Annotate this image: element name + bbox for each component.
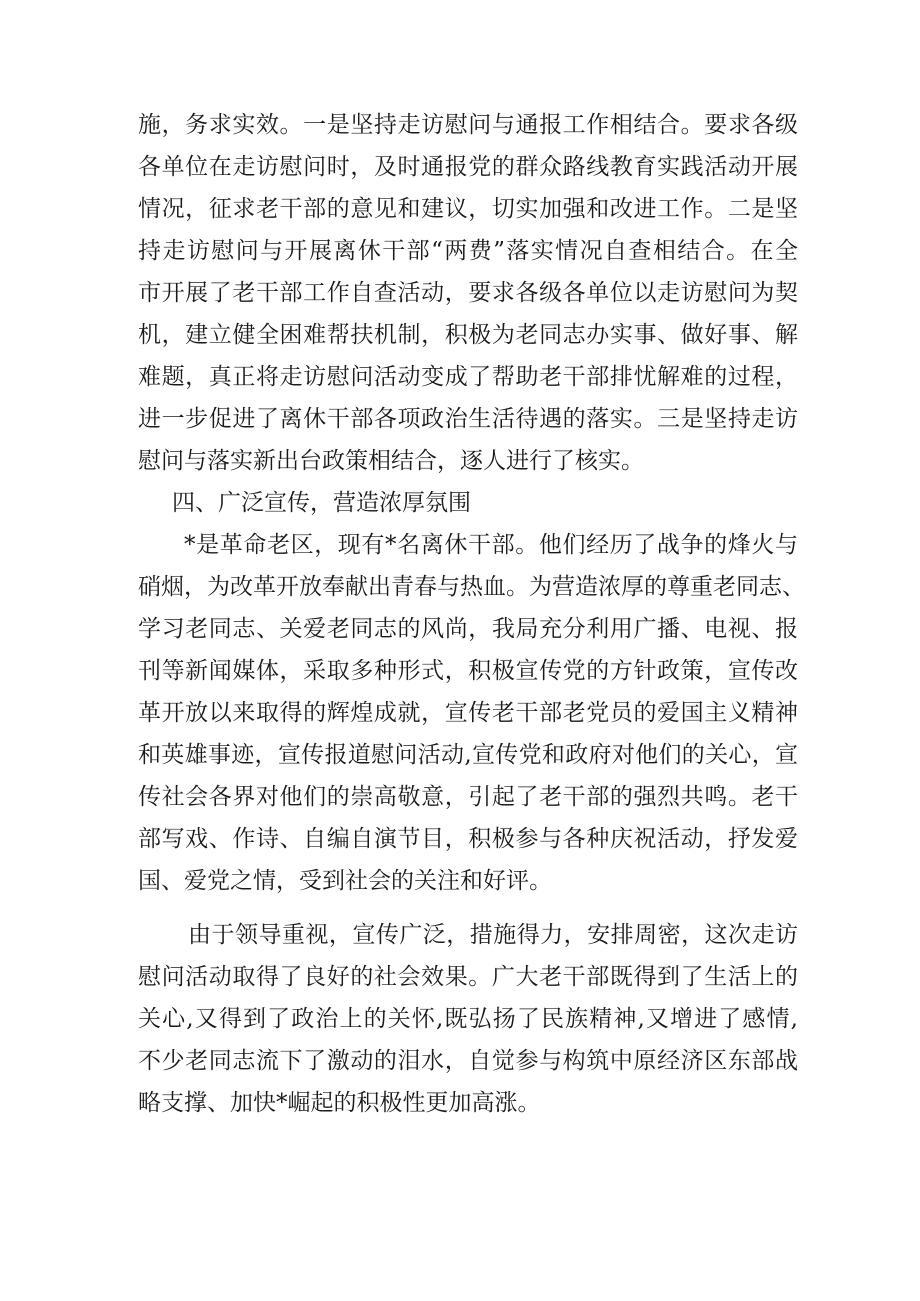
paragraph-line: 慰问活动取得了良好的社会效果。广大老干部既得到了生活上的 <box>138 964 798 990</box>
document-body <box>138 104 805 1124</box>
paragraph-line: 学习老同志、关爱老同志的风尚，我局充分利用广播、电视、报 <box>138 616 798 642</box>
paragraph-line: 和英雄事迹，宣传报道慰问活动,宣传党和政府对他们的关心，宣 <box>138 742 798 768</box>
paragraph-line: 各单位在走访慰问时，及时通报党的群众路线教育实践活动开展 <box>138 154 798 180</box>
paragraph-line: 革开放以来取得的辉煌成就，宣传老干部老党员的爱国主义精神 <box>138 700 798 726</box>
paragraph-line: 难题，真正将走访慰问活动变成了帮助老干部排忧解难的过程， <box>138 364 798 390</box>
paragraph-line: 进一步促进了离休干部各项政治生活待遇的落实。三是坚持走访 <box>138 406 798 432</box>
paragraph-3 <box>138 914 798 1124</box>
paragraph-line: 慰问与落实新出台政策相结合，逐人进行了核实。 <box>138 448 644 474</box>
paragraph-line: *是革命老区，现有*名离休干部。他们经历了战争的烽火与 <box>184 532 798 558</box>
paragraph-line: 不少老同志流下了激动的泪水，自觉参与构筑中原经济区东部战 <box>138 1048 798 1074</box>
paragraph-line: 情况，征求老干部的意见和建议，切实加强和改进工作。二是坚 <box>138 196 798 222</box>
paragraph-line: 部写戏、作诗、自编自演节目，积极参与各种庆祝活动，抒发爱 <box>138 826 798 852</box>
paragraph-line: 传社会各界对他们的崇高敬意，引起了老干部的强烈共鸣。老干 <box>138 784 798 810</box>
paragraph-spacer <box>138 902 798 914</box>
paragraph-line: 国、爱党之情，受到社会的关注和好评。 <box>138 868 552 894</box>
paragraph-line: 关心,又得到了政治上的关怀,既弘扬了民族精神,又增进了感情, <box>138 1006 798 1032</box>
paragraph-line: 硝烟，为改革开放奉献出青春与热血。为营造浓厚的尊重老同志、 <box>138 574 805 600</box>
paragraph-2 <box>138 524 805 902</box>
paragraph-line: 持走访慰问与开展离休干部“两费”落实情况自查相结合。在全 <box>138 238 798 264</box>
paragraph-line: 市开展了老干部工作自查活动，要求各级各单位以走访慰问为契 <box>138 280 798 306</box>
paragraph-line: 机，建立健全困难帮扶机制，积极为老同志办实事、做好事、解 <box>138 322 798 348</box>
paragraph-line: 刊等新闻媒体，采取多种形式，积极宣传党的方针政策，宣传改 <box>138 658 798 684</box>
paragraph-line: 略支撑、加快*崛起的积极性更加高涨。 <box>138 1090 541 1116</box>
paragraph-line: 由于领导重视，宣传广泛，措施得力，安排周密，这次走访 <box>188 922 798 948</box>
section-heading: 四、广泛宣传，营造浓厚氛围 <box>172 490 471 516</box>
paragraph-1 <box>138 104 798 482</box>
paragraph-line: 施，务求实效。一是坚持走访慰问与通报工作相结合。要求各级 <box>138 112 798 138</box>
